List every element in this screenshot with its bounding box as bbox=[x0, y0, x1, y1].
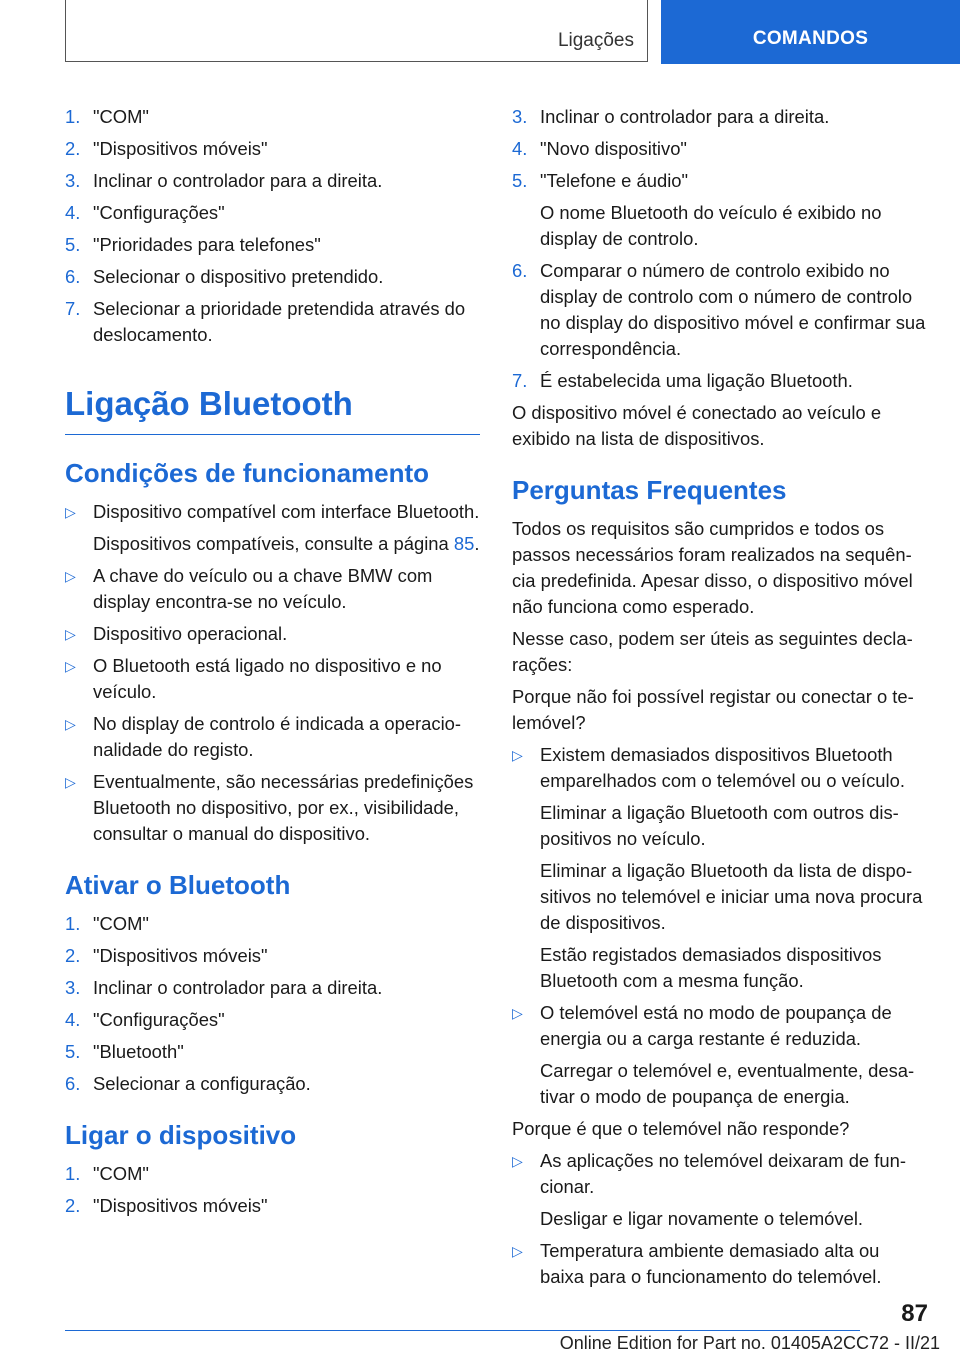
step-number: 2. bbox=[65, 138, 81, 159]
step-number: 1. bbox=[65, 106, 81, 127]
step-number: 6. bbox=[65, 266, 81, 287]
bullet-triangle-icon: ▷ bbox=[65, 568, 76, 584]
bullet-triangle-icon: ▷ bbox=[512, 1005, 523, 1021]
step-text: Selecionar a prioridade pretendida através do deslocamento. bbox=[93, 298, 466, 345]
list-item bbox=[65, 621, 480, 647]
list-item bbox=[65, 264, 480, 290]
paragraph: Todos os requisitos são cumpridos e todos os passos necessários foram realizados na sequência predefinida. Apesar disso, o dispositivo móvel não funciona como esperado. bbox=[512, 518, 913, 617]
faq-answers-list bbox=[512, 742, 927, 1110]
bullet-subtext: Carregar o telemóvel e, eventualmente, desativar o modo de poupança de energia. bbox=[540, 1060, 915, 1107]
bullet-subtext bbox=[93, 531, 480, 557]
step-number: 4. bbox=[512, 138, 528, 159]
step-text: "Dispositivos móveis" bbox=[93, 138, 268, 159]
list-item bbox=[512, 136, 927, 162]
list-item bbox=[65, 711, 480, 763]
step-text: "Dispositivos móveis" bbox=[93, 945, 268, 966]
bullet-triangle-icon: ▷ bbox=[65, 774, 76, 790]
header-section-title: Ligações bbox=[557, 30, 634, 51]
list-item bbox=[65, 911, 480, 937]
step-text: "Configurações" bbox=[93, 1009, 225, 1030]
bullet-text: As aplicações no telemóvel deixaram de funcionar. bbox=[540, 1150, 906, 1197]
bullet-text: Dispositivo operacional. bbox=[93, 623, 288, 644]
step-text: "Dispositivos móveis" bbox=[93, 1195, 268, 1216]
subtext-pre: Dispositivos compatíveis, consulte a página bbox=[93, 533, 454, 554]
list-item bbox=[65, 769, 480, 847]
bullet-text: Existem demasiados dispositivos Bluetooth emparelhados com o telemóvel ou o veículo. bbox=[540, 744, 905, 791]
bullet-triangle-icon: ▷ bbox=[512, 1153, 523, 1169]
step-number: 6. bbox=[65, 1073, 81, 1094]
list-item bbox=[65, 943, 480, 969]
page-header bbox=[0, 0, 960, 64]
list-item bbox=[65, 1161, 480, 1187]
list-item bbox=[512, 104, 927, 130]
list-item bbox=[512, 258, 927, 362]
step-text: "Novo dispositivo" bbox=[540, 138, 687, 159]
step-number: 4. bbox=[65, 1009, 81, 1030]
page-number: 87 bbox=[901, 1300, 928, 1327]
list-item bbox=[65, 104, 480, 130]
step-number: 1. bbox=[65, 913, 81, 934]
list-item bbox=[65, 1007, 480, 1033]
bullet-subtext: Eliminar a ligação Bluetooth com outros dispositivos no veículo. bbox=[540, 802, 899, 849]
bullet-text: O telemóvel está no modo de poupança de energia ou a carga restante é reduzida. bbox=[540, 1002, 892, 1049]
step-subtext: O nome Bluetooth do veículo é exibido no display de controlo. bbox=[540, 202, 882, 249]
step-text: "COM" bbox=[93, 106, 149, 127]
faq-answers-list bbox=[512, 1148, 927, 1290]
bullet-subtext: Estão registados demasiados dispositivos Bluetooth com a mesma função. bbox=[540, 944, 882, 991]
faq-question: Porque é que o telemóvel não responde? bbox=[512, 1118, 850, 1139]
steps-list-priority bbox=[65, 104, 480, 348]
list-item bbox=[65, 1071, 480, 1097]
list-item bbox=[65, 232, 480, 258]
list-item bbox=[65, 1193, 480, 1219]
subsection-title-conditions: Condições de funcionamento bbox=[65, 458, 430, 488]
list-item bbox=[512, 1238, 927, 1290]
step-text: É estabelecida uma ligação Bluetooth. bbox=[540, 370, 853, 391]
paragraph: O dispositivo móvel é conectado ao veículo e exibido na lista de dispositivos. bbox=[512, 402, 882, 449]
footer-divider bbox=[65, 1330, 860, 1331]
step-number: 3. bbox=[512, 106, 528, 127]
right-column bbox=[512, 104, 927, 1296]
bullet-triangle-icon: ▷ bbox=[512, 747, 523, 763]
footer-edition: Online Edition for Part no. 01405A2CC72 - II/21 bbox=[559, 1333, 940, 1353]
list-item bbox=[65, 296, 480, 348]
bullet-triangle-icon: ▷ bbox=[65, 716, 76, 732]
bullet-triangle-icon: ▷ bbox=[512, 1243, 523, 1259]
step-number: 3. bbox=[65, 977, 81, 998]
step-number: 5. bbox=[65, 1041, 81, 1062]
step-number: 5. bbox=[65, 234, 81, 255]
subsection-title-faq: Perguntas Frequentes bbox=[512, 475, 787, 505]
list-item bbox=[512, 742, 927, 994]
list-item bbox=[65, 653, 480, 705]
step-number: 1. bbox=[65, 1163, 81, 1184]
bullet-text: No display de controlo é indicada a operacionalidade do registo. bbox=[93, 713, 462, 760]
list-item bbox=[65, 975, 480, 1001]
step-text: "Prioridades para telefones" bbox=[93, 234, 321, 255]
list-item bbox=[512, 168, 927, 252]
list-item bbox=[65, 563, 480, 615]
bullet-text: A chave do veículo ou a chave BMW com display encontra-se no veículo. bbox=[93, 565, 433, 612]
page-link[interactable]: 85 bbox=[453, 533, 475, 554]
step-text: Selecionar o dispositivo pretendido. bbox=[93, 266, 384, 287]
step-text: Comparar o número de controlo exibido no display de controlo com o número de controlo no display do dispositivo móvel e confirmar sua correspondência. bbox=[540, 260, 926, 359]
step-text: Inclinar o controlador para a direita. bbox=[93, 170, 383, 191]
list-item bbox=[65, 168, 480, 194]
paragraph: Nesse caso, podem ser úteis as seguintes declarações: bbox=[512, 628, 913, 675]
list-item bbox=[65, 200, 480, 226]
left-column bbox=[65, 104, 480, 1225]
list-item bbox=[65, 499, 480, 557]
bullet-text: Eventualmente, são necessárias predefinições Bluetooth no dispositivo, por ex., visibilidade, consultar o manual do dispositivo. bbox=[93, 771, 474, 844]
subsection-title-activate: Ativar o Bluetooth bbox=[65, 870, 291, 900]
bullet-subtext: Eliminar a ligação Bluetooth da lista de dispositivos no telemóvel e iniciar uma nova procura de dispositivos. bbox=[540, 860, 923, 933]
step-number: 4. bbox=[65, 202, 81, 223]
bullet-triangle-icon: ▷ bbox=[65, 658, 76, 674]
step-number: 2. bbox=[65, 1195, 81, 1216]
list-item bbox=[512, 1000, 927, 1110]
step-text: "Telefone e áudio" bbox=[540, 170, 689, 191]
step-number: 3. bbox=[65, 170, 81, 191]
step-number: 7. bbox=[65, 298, 81, 319]
step-text: Inclinar o controlador para a direita. bbox=[540, 106, 830, 127]
section-title: Ligação Bluetooth bbox=[65, 384, 480, 435]
step-text: "Configurações" bbox=[93, 202, 225, 223]
list-item bbox=[65, 136, 480, 162]
bullet-triangle-icon: ▷ bbox=[65, 626, 76, 642]
step-text: "Bluetooth" bbox=[93, 1041, 184, 1062]
bullet-triangle-icon: ▷ bbox=[65, 504, 76, 520]
step-number: 7. bbox=[512, 370, 528, 391]
list-item bbox=[512, 1148, 927, 1232]
step-number: 2. bbox=[65, 945, 81, 966]
step-text: Inclinar o controlador para a direita. bbox=[93, 977, 383, 998]
step-number: 6. bbox=[512, 260, 528, 281]
bullet-subtext: Desligar e ligar novamente o telemóvel. bbox=[540, 1208, 864, 1229]
step-number: 5. bbox=[512, 170, 528, 191]
steps-list-connect bbox=[65, 1161, 480, 1219]
subsection-title-connect: Ligar o dispositivo bbox=[65, 1120, 297, 1150]
bullet-text: Dispositivo compatível com interface Bluetooth. bbox=[93, 501, 480, 522]
list-item bbox=[65, 1039, 480, 1065]
bullet-text: O Bluetooth está ligado no dispositivo e no veículo. bbox=[93, 655, 442, 702]
header-chapter-tab[interactable]: COMANDOS bbox=[661, 0, 960, 64]
bullet-text: Temperatura ambiente demasiado alta ou baixa para o funcionamento do telemóvel. bbox=[540, 1240, 882, 1287]
step-text: Selecionar a configuração. bbox=[93, 1073, 311, 1094]
steps-list-connect-cont bbox=[512, 104, 927, 394]
steps-list-activate bbox=[65, 911, 480, 1097]
subtext-post: . bbox=[474, 533, 480, 554]
step-text: "COM" bbox=[93, 1163, 149, 1184]
list-item bbox=[512, 368, 927, 394]
faq-question: Porque não foi possível registar ou conectar o telemóvel? bbox=[512, 686, 914, 733]
conditions-list bbox=[65, 499, 480, 847]
step-text: "COM" bbox=[93, 913, 149, 934]
